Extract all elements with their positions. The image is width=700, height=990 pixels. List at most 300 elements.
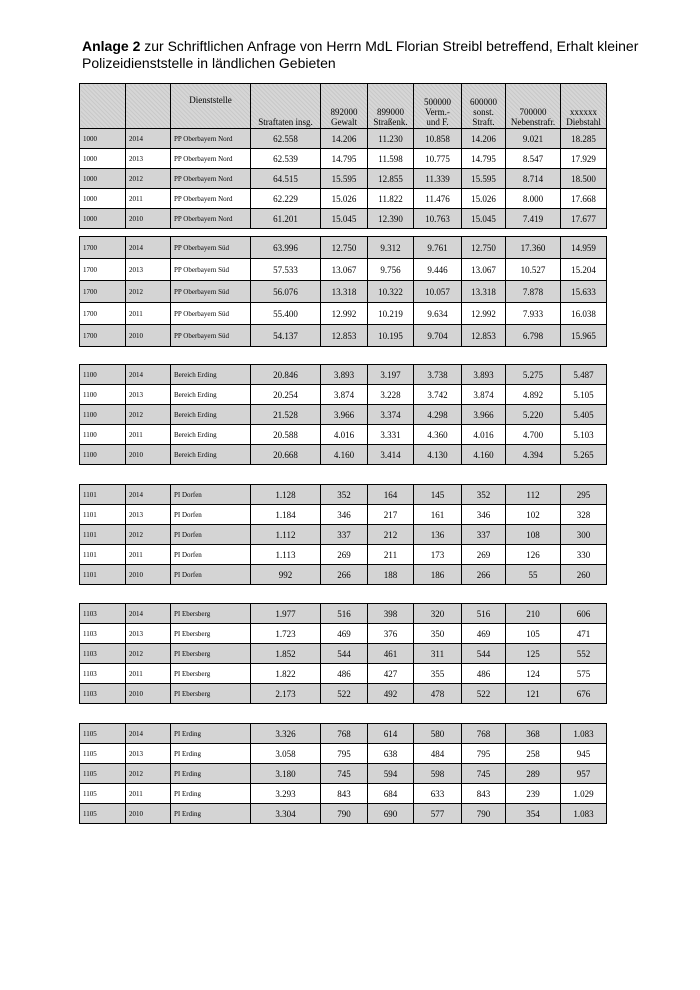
table-row [80,303,607,325]
cell-code: 1100 [80,385,126,405]
cell-year: 2012 [126,405,171,425]
cell-code: 1105 [80,784,126,804]
table-row [80,505,607,525]
cell-code: 1101 [80,565,126,585]
cell-strassenkriminalitaet: 690 [368,804,414,824]
cell-dienststelle: PP Oberbayern Nord [171,189,251,209]
cell-code: 1105 [80,804,126,824]
cell-sonstige: 3.966 [462,405,506,425]
cell-sonstige: 14.795 [462,149,506,169]
cell-gewalt: 15.026 [321,189,368,209]
cell-strassenkriminalitaet: 594 [368,764,414,784]
cell-diebstahl: 5.405 [561,405,607,425]
cell-year: 2014 [126,604,171,624]
group-table-body [80,485,607,585]
cell-year: 2010 [126,804,171,824]
cell-code: 1101 [80,525,126,545]
cell-gewalt: 790 [321,804,368,824]
cell-diebstahl: 16.038 [561,303,607,325]
cell-nebenstrafrecht: 6.798 [506,325,561,347]
cell-sonstige: 486 [462,664,506,684]
cell-vermoegen: 478 [414,684,462,704]
table-row [80,405,607,425]
cell-nebenstrafrecht: 121 [506,684,561,704]
cell-dienststelle: PP Oberbayern Nord [171,209,251,229]
cell-diebstahl: 1.083 [561,804,607,824]
cell-year: 2013 [126,505,171,525]
cell-code: 1700 [80,325,126,347]
cell-straftaten: 1.184 [251,505,321,525]
cell-diebstahl: 5.487 [561,365,607,385]
cell-year: 2014 [126,237,171,259]
cell-dienststelle: PI Erding [171,804,251,824]
cell-nebenstrafrecht: 108 [506,525,561,545]
cell-year: 2011 [126,664,171,684]
cell-code: 1100 [80,425,126,445]
cell-strassenkriminalitaet: 614 [368,724,414,744]
cell-diebstahl: 18.285 [561,129,607,149]
cell-gewalt: 544 [321,644,368,664]
cell-vermoegen: 9.446 [414,259,462,281]
cell-sonstige: 790 [462,804,506,824]
cell-gewalt: 795 [321,744,368,764]
cell-dienststelle: PI Erding [171,764,251,784]
cell-sonstige: 12.750 [462,237,506,259]
cell-diebstahl: 15.204 [561,259,607,281]
table-row [80,764,607,784]
cell-strassenkriminalitaet: 3.414 [368,445,414,465]
cell-strassenkriminalitaet: 11.230 [368,129,414,149]
cell-vermoegen: 3.738 [414,365,462,385]
cell-year: 2011 [126,784,171,804]
table-row [80,565,607,585]
cell-vermoegen: 11.476 [414,189,462,209]
cell-vermoegen: 4.130 [414,445,462,465]
cell-diebstahl: 5.105 [561,385,607,405]
cell-code: 1101 [80,485,126,505]
cell-gewalt: 12.853 [321,325,368,347]
cell-diebstahl: 957 [561,764,607,784]
cell-code: 1103 [80,644,126,664]
table-row [80,425,607,445]
cell-nebenstrafrecht: 7.419 [506,209,561,229]
cell-vermoegen: 9.761 [414,237,462,259]
cell-straftaten: 64.515 [251,169,321,189]
cell-diebstahl: 18.500 [561,169,607,189]
document-title [82,38,662,72]
cell-nebenstrafrecht: 7.878 [506,281,561,303]
cell-year: 2014 [126,365,171,385]
cell-code: 1700 [80,237,126,259]
cell-gewalt: 266 [321,565,368,585]
cell-sonstige: 745 [462,764,506,784]
cell-code: 1100 [80,365,126,385]
header-sonstige: 600000 sonst. Straft. [462,84,506,129]
cell-straftaten: 62.558 [251,129,321,149]
cell-vermoegen: 10.775 [414,149,462,169]
cell-dienststelle: PP Oberbayern Süd [171,237,251,259]
header-diebstahl: xxxxxx Diebstahl [561,84,607,129]
table-row [80,485,607,505]
cell-nebenstrafrecht: 17.360 [506,237,561,259]
cell-gewalt: 3.893 [321,365,368,385]
cell-nebenstrafrecht: 7.933 [506,303,561,325]
cell-strassenkriminalitaet: 10.195 [368,325,414,347]
cell-straftaten: 21.528 [251,405,321,425]
cell-dienststelle: PI Erding [171,784,251,804]
cell-strassenkriminalitaet: 164 [368,485,414,505]
cell-nebenstrafrecht: 210 [506,604,561,624]
cell-nebenstrafrecht: 8.000 [506,189,561,209]
cell-diebstahl: 17.668 [561,189,607,209]
cell-gewalt: 337 [321,525,368,545]
cell-straftaten: 56.076 [251,281,321,303]
cell-dienststelle: PI Ebersberg [171,664,251,684]
table-row [80,237,607,259]
cell-code: 1000 [80,169,126,189]
table-row [80,149,607,169]
cell-code: 1105 [80,744,126,764]
cell-diebstahl: 606 [561,604,607,624]
cell-sonstige: 795 [462,744,506,764]
cell-gewalt: 768 [321,724,368,744]
cell-nebenstrafrecht: 4.700 [506,425,561,445]
cell-straftaten: 62.229 [251,189,321,209]
cell-strassenkriminalitaet: 9.756 [368,259,414,281]
group-table [79,484,607,585]
cell-diebstahl: 5.265 [561,445,607,465]
cell-year: 2011 [126,189,171,209]
cell-sonstige: 15.045 [462,209,506,229]
cell-sonstige: 3.874 [462,385,506,405]
cell-code: 1101 [80,545,126,565]
cell-dienststelle: PI Ebersberg [171,624,251,644]
cell-code: 1103 [80,624,126,644]
cell-straftaten: 20.846 [251,365,321,385]
cell-code: 1100 [80,405,126,425]
cell-straftaten: 1.977 [251,604,321,624]
cell-year: 2013 [126,385,171,405]
cell-dienststelle: PP Oberbayern Süd [171,281,251,303]
cell-code: 1000 [80,209,126,229]
cell-gewalt: 14.206 [321,129,368,149]
cell-code: 1103 [80,664,126,684]
table-row [80,545,607,565]
cell-strassenkriminalitaet: 3.228 [368,385,414,405]
table-row [80,525,607,545]
cell-nebenstrafrecht: 10.527 [506,259,561,281]
cell-year: 2010 [126,209,171,229]
cell-gewalt: 745 [321,764,368,784]
table-row [80,804,607,824]
cell-sonstige: 14.206 [462,129,506,149]
cell-nebenstrafrecht: 258 [506,744,561,764]
cell-vermoegen: 136 [414,525,462,545]
cell-code: 1700 [80,303,126,325]
cell-straftaten: 20.588 [251,425,321,445]
cell-code: 1000 [80,189,126,209]
cell-strassenkriminalitaet: 492 [368,684,414,704]
cell-vermoegen: 10.763 [414,209,462,229]
cell-straftaten: 62.539 [251,149,321,169]
cell-diebstahl: 945 [561,744,607,764]
cell-sonstige: 15.595 [462,169,506,189]
table-row [80,209,607,229]
cell-sonstige: 3.893 [462,365,506,385]
cell-sonstige: 469 [462,624,506,644]
cell-gewalt: 13.067 [321,259,368,281]
title-bold: Anlage 2 [82,38,141,54]
cell-straftaten: 61.201 [251,209,321,229]
cell-sonstige: 516 [462,604,506,624]
cell-year: 2011 [126,545,171,565]
cell-year: 2012 [126,644,171,664]
cell-nebenstrafrecht: 5.220 [506,405,561,425]
cell-year: 2013 [126,259,171,281]
header-nebenstrafrecht: 700000 Nebenstrafr. [506,84,561,129]
cell-diebstahl: 471 [561,624,607,644]
cell-sonstige: 269 [462,545,506,565]
cell-vermoegen: 161 [414,505,462,525]
cell-strassenkriminalitaet: 376 [368,624,414,644]
cell-strassenkriminalitaet: 398 [368,604,414,624]
header-gewalt: 892000 Gewalt [321,84,368,129]
cell-year: 2012 [126,169,171,189]
cell-year: 2010 [126,684,171,704]
header-table [79,83,607,229]
cell-nebenstrafrecht: 55 [506,565,561,585]
cell-dienststelle: PI Erding [171,724,251,744]
cell-dienststelle: PI Dorfen [171,545,251,565]
table-row [80,385,607,405]
cell-straftaten: 1.852 [251,644,321,664]
cell-vermoegen: 580 [414,724,462,744]
cell-strassenkriminalitaet: 11.822 [368,189,414,209]
cell-strassenkriminalitaet: 10.219 [368,303,414,325]
cell-diebstahl: 552 [561,644,607,664]
cell-dienststelle: PI Ebersberg [171,644,251,664]
table-row [80,724,607,744]
cell-gewalt: 4.160 [321,445,368,465]
header-strassenkriminalitaet: 899000 Straßenk. [368,84,414,129]
cell-dienststelle: PP Oberbayern Nord [171,129,251,149]
header-vermoegen: 500000 Verm.- und F. [414,84,462,129]
cell-nebenstrafrecht: 8.547 [506,149,561,169]
cell-vermoegen: 145 [414,485,462,505]
table-row [80,189,607,209]
cell-gewalt: 352 [321,485,368,505]
cell-year: 2014 [126,129,171,149]
cell-diebstahl: 295 [561,485,607,505]
cell-strassenkriminalitaet: 461 [368,644,414,664]
cell-straftaten: 3.058 [251,744,321,764]
cell-diebstahl: 17.929 [561,149,607,169]
cell-straftaten: 54.137 [251,325,321,347]
cell-vermoegen: 355 [414,664,462,684]
cell-strassenkriminalitaet: 3.374 [368,405,414,425]
cell-diebstahl: 5.103 [561,425,607,445]
cell-strassenkriminalitaet: 10.322 [368,281,414,303]
cell-diebstahl: 260 [561,565,607,585]
cell-dienststelle: PI Ebersberg [171,684,251,704]
group-table [79,364,607,465]
cell-sonstige: 768 [462,724,506,744]
cell-strassenkriminalitaet: 217 [368,505,414,525]
cell-sonstige: 13.067 [462,259,506,281]
cell-gewalt: 13.318 [321,281,368,303]
cell-strassenkriminalitaet: 638 [368,744,414,764]
cell-diebstahl: 575 [561,664,607,684]
cell-gewalt: 486 [321,664,368,684]
header-year [126,84,171,129]
title-line1: zur Schriftlichen Anfrage von Herrn MdL Florian Streibl betreffend, Erhalt kleiner [140,38,639,54]
table-row [80,445,607,465]
cell-straftaten: 1.128 [251,485,321,505]
cell-nebenstrafrecht: 9.021 [506,129,561,149]
cell-nebenstrafrecht: 289 [506,764,561,784]
cell-nebenstrafrecht: 102 [506,505,561,525]
cell-vermoegen: 10.858 [414,129,462,149]
cell-dienststelle: PI Ebersberg [171,604,251,624]
cell-vermoegen: 4.360 [414,425,462,445]
cell-straftaten: 55.400 [251,303,321,325]
cell-nebenstrafrecht: 125 [506,644,561,664]
cell-sonstige: 266 [462,565,506,585]
cell-vermoegen: 9.704 [414,325,462,347]
group-table-body [80,365,607,465]
cell-dienststelle: Bereich Erding [171,425,251,445]
cell-year: 2012 [126,281,171,303]
cell-diebstahl: 300 [561,525,607,545]
cell-diebstahl: 1.083 [561,724,607,744]
cell-gewalt: 346 [321,505,368,525]
cell-sonstige: 522 [462,684,506,704]
cell-dienststelle: Bereich Erding [171,365,251,385]
cell-code: 1700 [80,281,126,303]
cell-sonstige: 4.160 [462,445,506,465]
table-row [80,169,607,189]
cell-nebenstrafrecht: 4.892 [506,385,561,405]
cell-sonstige: 13.318 [462,281,506,303]
group-table-body [80,724,607,824]
header-straftaten: Straftaten insg. [251,84,321,129]
header-dienststelle: Dienststelle [171,84,251,129]
cell-gewalt: 843 [321,784,368,804]
cell-nebenstrafrecht: 4.394 [506,445,561,465]
cell-strassenkriminalitaet: 12.390 [368,209,414,229]
group-table [79,603,607,704]
cell-sonstige: 15.026 [462,189,506,209]
cell-code: 1103 [80,684,126,704]
cell-year: 2012 [126,525,171,545]
cell-vermoegen: 633 [414,784,462,804]
cell-vermoegen: 320 [414,604,462,624]
group-table [79,236,607,347]
cell-year: 2010 [126,325,171,347]
table-row [80,259,607,281]
cell-straftaten: 1.723 [251,624,321,644]
cell-strassenkriminalitaet: 188 [368,565,414,585]
cell-vermoegen: 350 [414,624,462,644]
cell-strassenkriminalitaet: 3.331 [368,425,414,445]
cell-diebstahl: 328 [561,505,607,525]
cell-straftaten: 20.254 [251,385,321,405]
cell-strassenkriminalitaet: 684 [368,784,414,804]
cell-year: 2014 [126,485,171,505]
cell-year: 2011 [126,425,171,445]
cell-gewalt: 3.874 [321,385,368,405]
cell-strassenkriminalitaet: 9.312 [368,237,414,259]
cell-sonstige: 843 [462,784,506,804]
table-row [80,604,607,624]
cell-vermoegen: 577 [414,804,462,824]
cell-year: 2013 [126,149,171,169]
cell-nebenstrafrecht: 239 [506,784,561,804]
cell-gewalt: 14.795 [321,149,368,169]
cell-straftaten: 3.326 [251,724,321,744]
cell-straftaten: 1.112 [251,525,321,545]
group-table-body [80,604,607,704]
cell-gewalt: 469 [321,624,368,644]
cell-gewalt: 12.992 [321,303,368,325]
table-row [80,664,607,684]
cell-code: 1105 [80,764,126,784]
cell-sonstige: 346 [462,505,506,525]
cell-straftaten: 1.822 [251,664,321,684]
cell-vermoegen: 9.634 [414,303,462,325]
cell-straftaten: 3.304 [251,804,321,824]
cell-year: 2014 [126,724,171,744]
cell-sonstige: 4.016 [462,425,506,445]
cell-nebenstrafrecht: 5.275 [506,365,561,385]
cell-year: 2011 [126,303,171,325]
cell-strassenkriminalitaet: 211 [368,545,414,565]
cell-gewalt: 522 [321,684,368,704]
cell-gewalt: 269 [321,545,368,565]
cell-code: 1700 [80,259,126,281]
table-row [80,684,607,704]
cell-gewalt: 3.966 [321,405,368,425]
cell-nebenstrafrecht: 8.714 [506,169,561,189]
table-row [80,325,607,347]
cell-code: 1000 [80,149,126,169]
cell-dienststelle: PP Oberbayern Süd [171,259,251,281]
cell-dienststelle: Bereich Erding [171,385,251,405]
cell-vermoegen: 10.057 [414,281,462,303]
cell-dienststelle: PI Dorfen [171,505,251,525]
cell-gewalt: 516 [321,604,368,624]
table-row [80,624,607,644]
cell-sonstige: 337 [462,525,506,545]
cell-sonstige: 12.853 [462,325,506,347]
cell-nebenstrafrecht: 126 [506,545,561,565]
cell-vermoegen: 311 [414,644,462,664]
cell-sonstige: 544 [462,644,506,664]
cell-dienststelle: PP Oberbayern Nord [171,169,251,189]
cell-nebenstrafrecht: 112 [506,485,561,505]
cell-dienststelle: Bereich Erding [171,405,251,425]
header-row [80,84,607,129]
table-row [80,784,607,804]
cell-nebenstrafrecht: 124 [506,664,561,684]
cell-straftaten: 2.173 [251,684,321,704]
header-code [80,84,126,129]
table-row [80,129,607,149]
cell-straftaten: 3.180 [251,764,321,784]
cell-diebstahl: 15.633 [561,281,607,303]
cell-dienststelle: PP Oberbayern Nord [171,149,251,169]
cell-vermoegen: 4.298 [414,405,462,425]
